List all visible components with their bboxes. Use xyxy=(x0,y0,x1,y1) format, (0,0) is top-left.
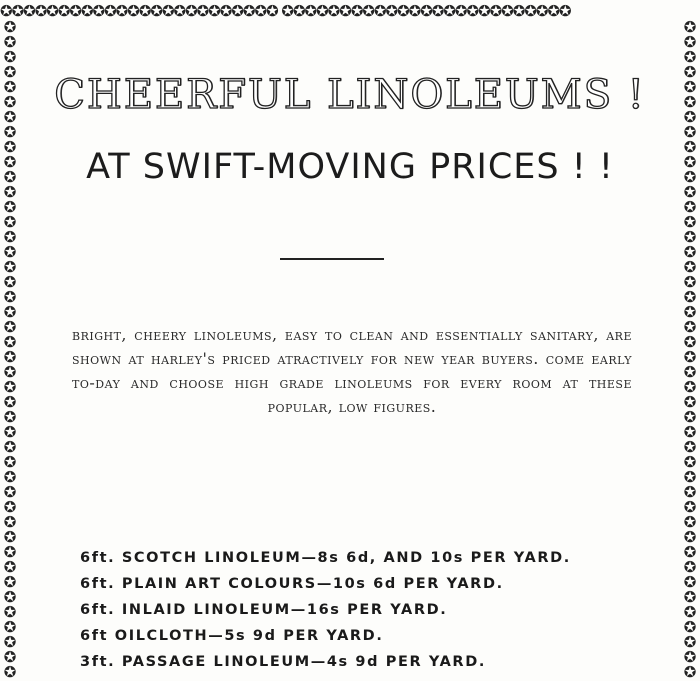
price-list xyxy=(80,545,680,675)
price-item: 6ft OILCLOTH—5s 9d PER YARD. xyxy=(80,628,384,644)
advertisement-body: bright, cheery linoleums, easy to clean and essentially sanitary, are shown at harley's priced atractively for new year buyers. come early to-day and choose high grade linoleums for every room at these popular, low figures. xyxy=(72,325,632,416)
price-item: 6ft. PLAIN ART COLOURS—10s 6d PER YARD. xyxy=(80,576,504,592)
advertisement-subheadline: AT SWIFT-MOVING PRICES ! ! xyxy=(86,147,614,187)
price-item: 3ft. PASSAGE LINOLEUM—4s 9d PER YARD. xyxy=(80,654,486,670)
decorative-border-right: ✪ ✪ ✪ ✪ ✪ ✪ ✪ ✪ ✪ ✪ ✪ ✪ ✪ ✪ ✪ ✪ ✪ ✪ ✪ ✪ ✪ ✪ ✪ ✪ ✪ ✪ ✪ ✪ ✪ ✪ ✪ ✪ ✪ ✪ ✪ ✪ ✪ ✪ ✪ ✪ ✪ ✪ ✪ ✪ xyxy=(683,18,697,681)
advertisement-headline: CHEERFUL LINOLEUMS ! xyxy=(54,72,646,118)
divider-rule xyxy=(280,258,384,260)
price-item: 6ft. SCOTCH LINOLEUM—8s 6d, AND 10s PER YARD. xyxy=(80,550,571,566)
price-item: 6ft. INLAID LINOLEUM—16s PER YARD. xyxy=(80,602,448,618)
decorative-border-top: ✪✪✪✪✪✪✪✪✪✪✪✪✪✪✪✪✪✪✪✪✪✪✪✪ ✪✪✪✪✪✪✪✪✪✪✪✪✪✪✪✪✪✪✪✪✪✪✪✪✪ xyxy=(0,2,571,20)
decorative-border-left: ✪ ✪ ✪ ✪ ✪ ✪ ✪ ✪ ✪ ✪ ✪ ✪ ✪ ✪ ✪ ✪ ✪ ✪ ✪ ✪ ✪ ✪ ✪ ✪ ✪ ✪ ✪ ✪ ✪ ✪ ✪ ✪ ✪ ✪ ✪ ✪ ✪ ✪ ✪ ✪ ✪ ✪ ✪ ✪ xyxy=(3,18,17,681)
